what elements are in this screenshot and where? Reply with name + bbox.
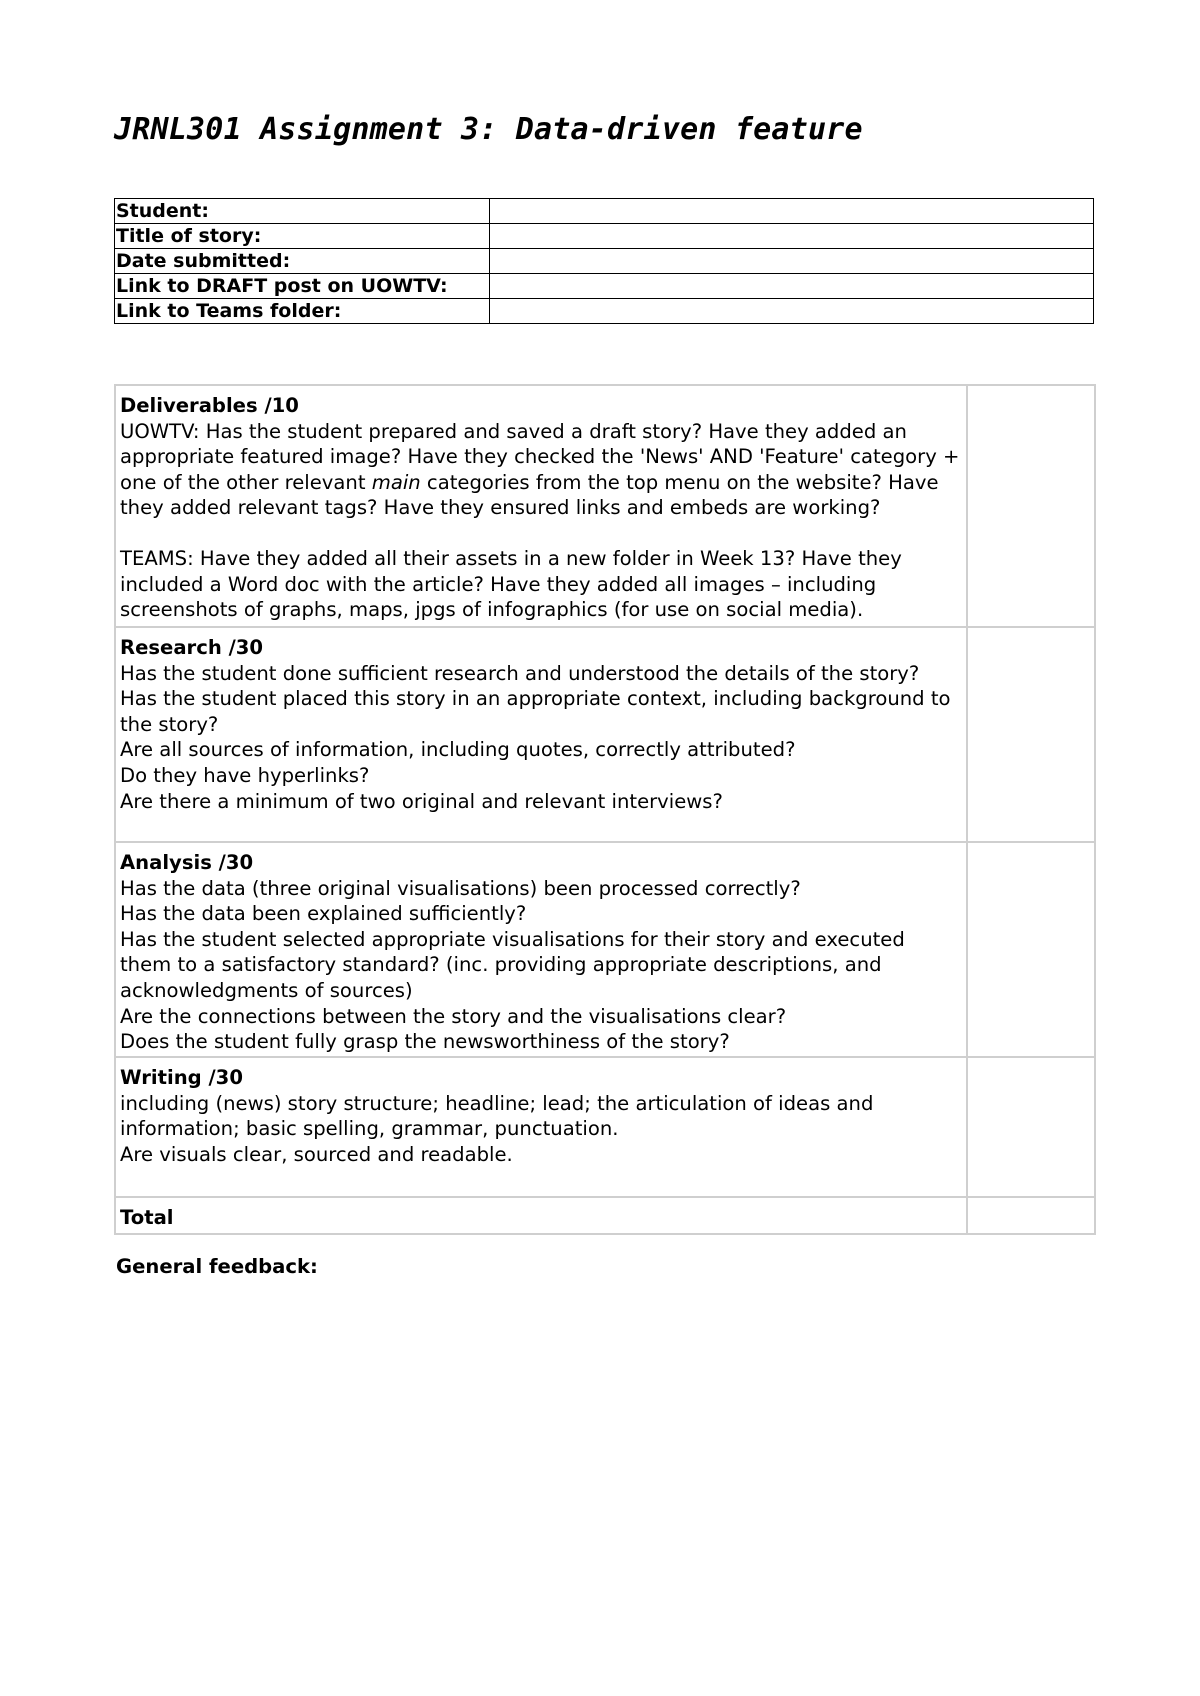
info-label: Link to DRAFT post on UOWTV: xyxy=(115,274,490,299)
info-label: Title of story: xyxy=(115,224,490,249)
info-row-student xyxy=(115,199,1094,224)
rubric-paragraph: TEAMS: Have they added all their assets in a new folder in Week 13? Have they included a Word doc with the article? Have they added all images – including screenshots of graphs, maps, jpgs of infographics (for use on social media). xyxy=(120,546,902,622)
rubric-line: Has the student selected appropriate visualisations for their story and executed them to a satisfactory standard? (inc. providing appropriate descriptions, and acknowledgments of sources) xyxy=(120,927,905,1002)
rubric-row-research xyxy=(115,627,1095,842)
rubric-line: Has the data been explained sufficiently? xyxy=(120,902,527,926)
paragraph-gap xyxy=(120,521,962,546)
rubric-total-mark-cell[interactable] xyxy=(967,1197,1095,1234)
rubric-emphasis: main xyxy=(371,470,421,494)
rubric-mark-cell[interactable] xyxy=(967,842,1095,1057)
rubric-line: Do they have hyperlinks? xyxy=(120,763,370,787)
total-label: Total xyxy=(120,1206,174,1229)
rubric-line: Has the student placed this story in an appropriate context, including background to the story? xyxy=(120,687,951,736)
info-value-date[interactable] xyxy=(490,249,1094,274)
info-row-teams-link xyxy=(115,299,1094,324)
student-info-table xyxy=(114,198,1094,324)
rubric-heading: Writing /30 xyxy=(120,1066,243,1089)
rubric-line: Are there a minimum of two original and relevant interviews? xyxy=(120,789,723,813)
info-label: Date submitted: xyxy=(115,249,490,274)
rubric-total-label xyxy=(115,1197,967,1234)
rubric-text: categories from the top menu on the website? Have they added relevant tags? Have they ensured links and embeds are working? xyxy=(120,470,939,520)
rubric-criteria-cell xyxy=(115,627,967,842)
rubric-heading: Analysis /30 xyxy=(120,851,254,874)
rubric-paragraph xyxy=(120,419,962,521)
rubric-line: Are visuals clear, sourced and readable. xyxy=(120,1142,513,1166)
rubric-text: UOWTV: Has the student prepared and saved a draft story? Have they added an appropriate featured image? Have they checked the 'News' AND 'Feature' category + one of the other relevant xyxy=(120,419,960,494)
rubric-line: Has the student done sufficient research and understood the details of the story? xyxy=(120,661,920,685)
rubric-line: including (news) story structure; headline; lead; the articulation of ideas and information; basic spelling, grammar, punctuation. xyxy=(120,1091,874,1141)
rubric-line: Does the student fully grasp the newsworthiness of the story? xyxy=(120,1030,730,1054)
rubric-criteria-cell xyxy=(115,385,967,627)
rubric-row-writing xyxy=(115,1057,1095,1197)
rubric-criteria-cell xyxy=(115,1057,967,1197)
rubric-row-total xyxy=(115,1197,1095,1234)
rubric-mark-cell[interactable] xyxy=(967,1057,1095,1197)
marking-rubric-table xyxy=(114,384,1096,1235)
info-value-title[interactable] xyxy=(490,224,1094,249)
rubric-line: Are all sources of information, including quotes, correctly attributed? xyxy=(120,738,796,762)
rubric-heading: Research /30 xyxy=(120,636,264,659)
rubric-mark-cell[interactable] xyxy=(967,627,1095,842)
rubric-heading: Deliverables /10 xyxy=(120,394,299,417)
rubric-mark-cell[interactable] xyxy=(967,385,1095,627)
info-row-draft-link xyxy=(115,274,1094,299)
rubric-row-deliverables xyxy=(115,385,1095,627)
info-label: Link to Teams folder: xyxy=(115,299,490,324)
rubric-line: Are the connections between the story and the visualisations clear? xyxy=(120,1004,787,1028)
info-value-draft-link[interactable] xyxy=(490,274,1094,299)
info-row-date xyxy=(115,249,1094,274)
rubric-line: Has the data (three original visualisations) been processed correctly? xyxy=(120,876,801,900)
info-value-student[interactable] xyxy=(490,199,1094,224)
info-row-title xyxy=(115,224,1094,249)
rubric-row-analysis xyxy=(115,842,1095,1057)
info-label: Student: xyxy=(115,199,490,224)
info-value-teams-link[interactable] xyxy=(490,299,1094,324)
document-title: JRNL301 Assignment 3: Data-driven feature xyxy=(114,112,863,147)
rubric-criteria-cell xyxy=(115,842,967,1057)
general-feedback-label: General feedback: xyxy=(116,1255,318,1278)
